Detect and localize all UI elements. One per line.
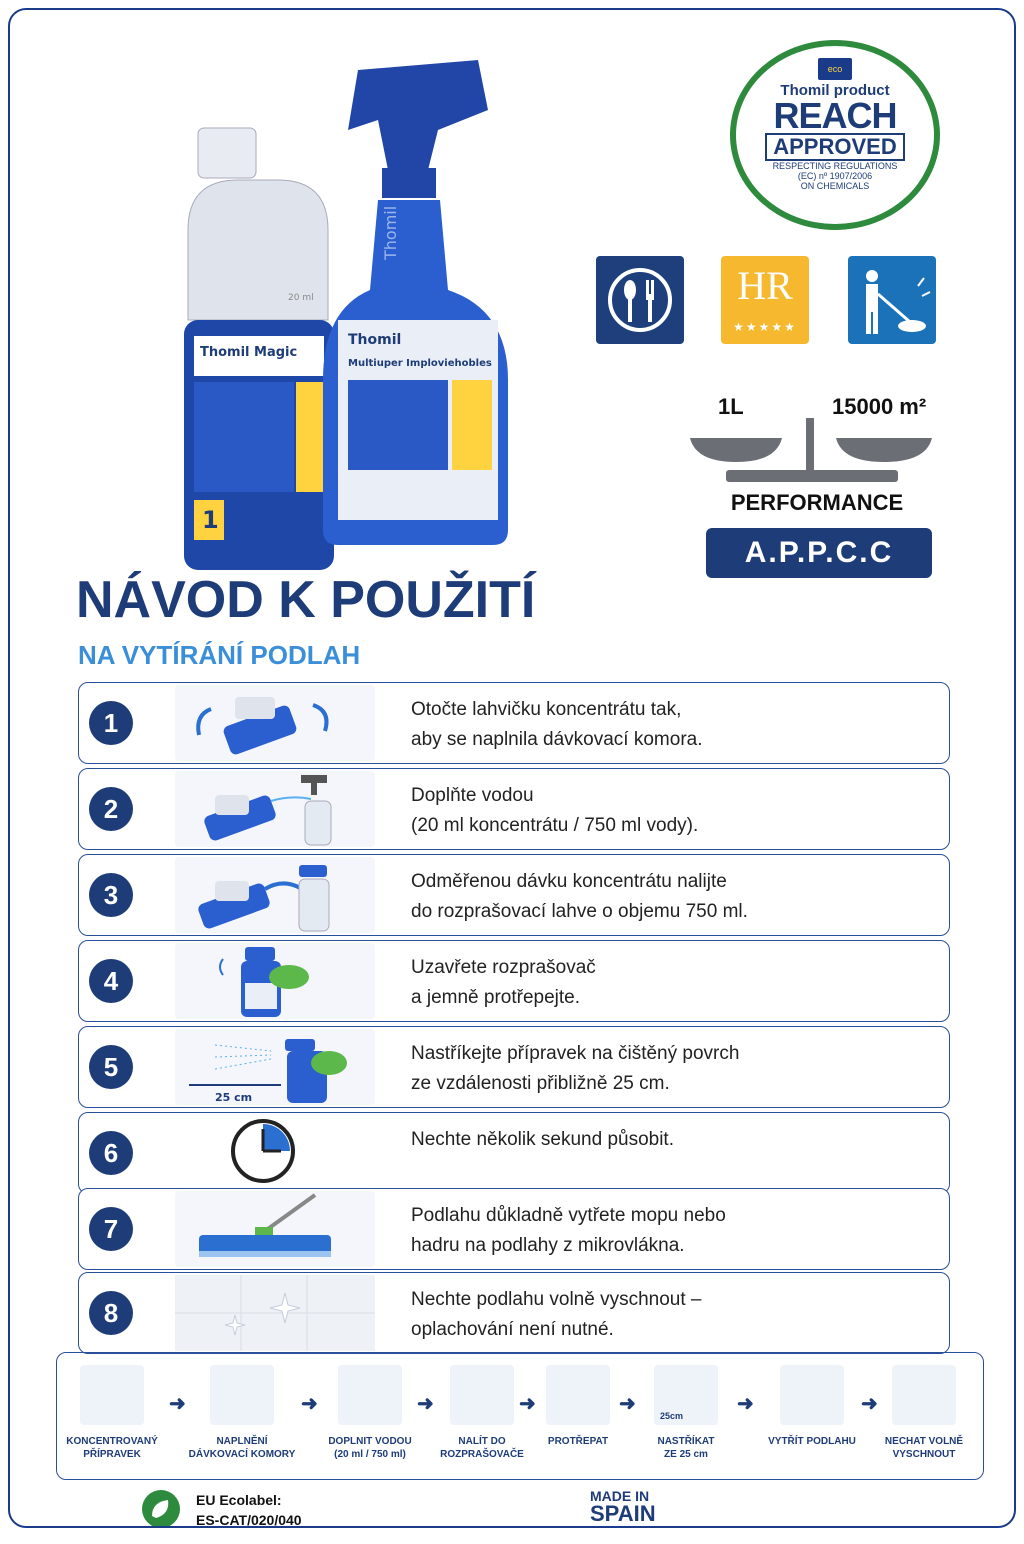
step-text: Nastříkejte přípravek na čištěný povrch ze vzdálenosti přibližně 25 cm. (411, 1043, 740, 1094)
arrow-icon: ➜ (519, 1393, 536, 1415)
clock-icon (175, 1115, 375, 1191)
reach-line-2: (EC) nº 1907/2006 (797, 171, 873, 181)
appcc-badge: A.P.P.C.C (706, 528, 932, 578)
process-strip (56, 1352, 984, 1480)
performance-area: 15000 m² (832, 394, 927, 419)
svg-text:1: 1 (202, 506, 219, 534)
sparkle-icon (175, 1275, 375, 1351)
spray-label-brand: Thomil (348, 332, 402, 348)
bottles-icon (80, 1365, 144, 1425)
performance-label: PERFORMANCE (730, 490, 904, 515)
mop-icon (175, 1191, 375, 1267)
hr-rating-tile (721, 256, 809, 344)
ecolabel-title: EU Ecolabel: (196, 1492, 282, 1508)
strip-item-mop (757, 1361, 867, 1471)
step-number: 8 (89, 1291, 133, 1335)
step-8 (78, 1272, 950, 1354)
reach-product: Thomil product (780, 82, 890, 99)
step-2 (78, 768, 950, 850)
step-text: Otočte lahvičku koncentrátu tak, aby se naplnila dávkovací komora. (411, 699, 703, 750)
strip-item-fill-chamber (187, 1361, 297, 1471)
step-5 (78, 1026, 950, 1108)
strip-item-spray (631, 1361, 741, 1471)
step-text: Uzavřete rozprašovač a jemně protřepejte. (411, 957, 596, 1008)
step-4 (78, 940, 950, 1022)
arrow-icon: ➜ (737, 1393, 754, 1415)
step-number: 6 (89, 1131, 133, 1175)
strip-distance: 25cm (660, 1411, 684, 1421)
step-number: 4 (89, 959, 133, 1003)
strip-label: KONCENTROVANÝ PŘÍPRAVEK (66, 1436, 158, 1460)
strip-item-add-water (315, 1361, 425, 1471)
arrow-icon: ➜ (619, 1393, 636, 1415)
mop-icon (780, 1365, 844, 1425)
food-safe-tile (596, 256, 684, 344)
instruction-sheet (8, 8, 1016, 1528)
small-bottle-brand: Thomil Magic (200, 345, 298, 360)
step-3 (78, 854, 950, 936)
step-number: 3 (89, 873, 133, 917)
star-rating: ★★★★★ (733, 320, 797, 334)
strip-label: VYTŘÍT PODLAHU (768, 1436, 856, 1447)
concentrate-bottle (178, 120, 338, 580)
mop-illustration (175, 1191, 375, 1267)
faucet-icon (338, 1365, 402, 1425)
strip-item-concentrate (57, 1361, 167, 1471)
strip-item-pour (427, 1361, 537, 1471)
performance-volume: 1L (718, 394, 744, 419)
page-subtitle: NA VYTÍRÁNÍ PODLAH (78, 640, 361, 670)
spray-bottle (318, 50, 518, 550)
step-number: 7 (89, 1207, 133, 1251)
country-label: SPAIN (590, 1501, 656, 1526)
step-text: Doplňte vodou (20 ml koncentrátu / 750 ml vody). (411, 785, 699, 836)
spray-brand-vertical: Thomil (381, 205, 400, 260)
ecolabel-code: ES-CAT/020/040 (196, 1512, 302, 1528)
volume-mark: 20 ml (288, 293, 314, 303)
step-1 (78, 682, 950, 764)
step-number: 1 (89, 701, 133, 745)
hr-label: HR (737, 263, 793, 308)
performance-block (686, 390, 956, 590)
spray-illustration (175, 1029, 375, 1105)
spray-icon (654, 1365, 718, 1425)
spain-flag-icon (590, 1526, 660, 1528)
strip-item-dry (869, 1361, 979, 1471)
strip-item-shake (523, 1361, 633, 1471)
rotate-bottle-icon (210, 1365, 274, 1425)
floor-cleaning-tile (848, 256, 936, 344)
made-in-label: MADE IN (590, 1488, 650, 1504)
reach-approved: APPROVED (765, 133, 904, 161)
spray-label-name: Multiuper Imploviehobles (348, 358, 492, 369)
strip-label: DOPLNIT VODOU (20 ml / 750 ml) (328, 1436, 412, 1460)
arrow-icon: ➜ (301, 1393, 318, 1415)
strip-label: PROTŘEPAT (547, 1436, 609, 1447)
scale-icon (686, 418, 948, 490)
product-image (178, 50, 498, 550)
shake-bottle-illustration (175, 943, 375, 1019)
step-text: Odměřenou dávku koncentrátu nalijte do rozprašovací lahve o objemu 750 ml. (411, 871, 748, 922)
arrow-icon: ➜ (169, 1393, 186, 1415)
rotate-bottle-illustration (175, 685, 375, 761)
strip-label: NAPLNĚNÍ DÁVKOVACÍ KOMORY (188, 1436, 296, 1460)
arrow-icon: ➜ (417, 1393, 434, 1415)
step-6 (78, 1112, 950, 1194)
strip-label: NASTŘÍKAT ZE 25 cm (657, 1436, 715, 1460)
strip-label: NECHAT VOLNĚ VYSCHNOUT (884, 1436, 964, 1460)
dry-floor-illustration (175, 1275, 375, 1351)
reach-approved-badge (730, 40, 940, 230)
eu-flag-icon: eco (818, 58, 852, 80)
step-text: Podlahu důkladně vytřete mopu nebo hadru na podlahy z mikrovlákna. (411, 1205, 726, 1256)
floor-cleaning-icon (848, 256, 936, 344)
clock-illustration (175, 1115, 375, 1191)
arrow-icon: ➜ (861, 1393, 878, 1415)
step-number: 5 (89, 1045, 133, 1089)
step-number: 2 (89, 787, 133, 831)
distance-label: 25 cm (215, 1091, 253, 1104)
sparkle-icon (892, 1365, 956, 1425)
pour-concentrate-illustration (175, 857, 375, 933)
made-in-spain (590, 1488, 660, 1528)
cutlery-icon (596, 256, 684, 344)
page-title: NÁVOD K POUŽITÍ (76, 571, 536, 629)
reach-line-3: ON CHEMICALS (800, 181, 870, 191)
fill-water-illustration (175, 771, 375, 847)
shake-icon (546, 1365, 610, 1425)
reach-title: REACH (773, 95, 897, 136)
leaf-icon (142, 1490, 180, 1528)
step-7 (78, 1188, 950, 1270)
spray-bottle-icon (450, 1365, 514, 1425)
reach-line-1: RESPECTING REGULATIONS (772, 161, 898, 171)
step-text: Nechte podlahu volně vyschnout – oplachování není nutné. (411, 1289, 702, 1340)
strip-label: NALÍT DO ROZPRAŠOVAČE (440, 1436, 524, 1460)
step-text: Nechte několik sekund působit. (411, 1129, 674, 1150)
